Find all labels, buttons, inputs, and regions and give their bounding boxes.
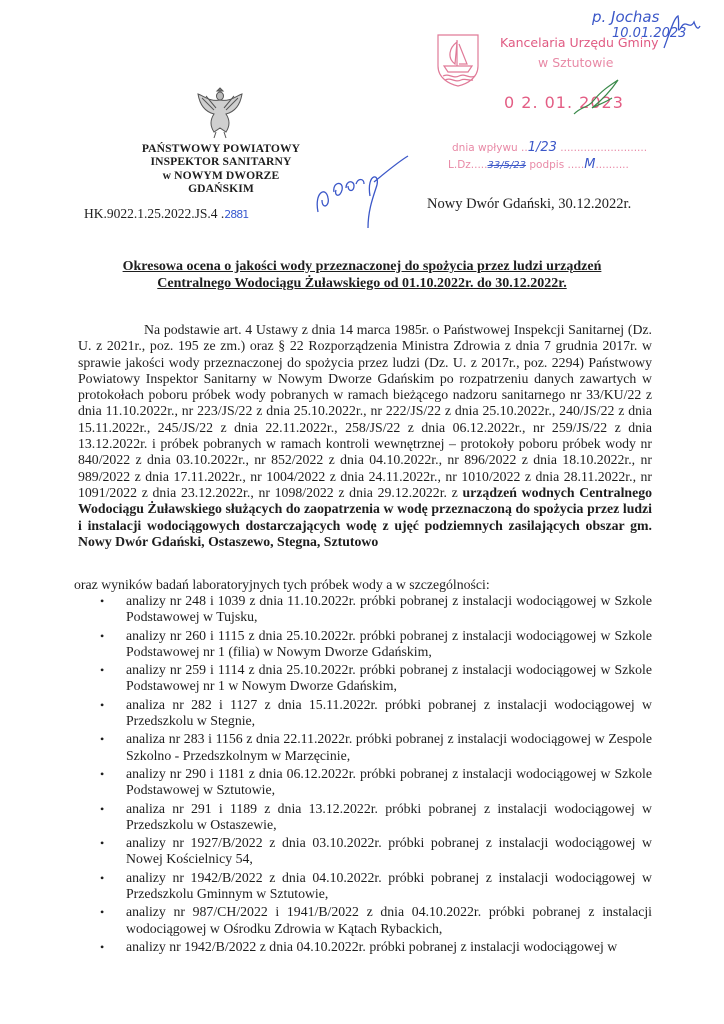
analysis-text: analiza nr 291 i 1189 z dnia 13.12.2022r. próbki pobranej z instalacji wodociągowej w Przedszkolu w Ostaszewie,: [126, 800, 652, 832]
issuer-line-4: GDAŃSKIM: [188, 181, 254, 195]
handwritten-number: 2881: [224, 208, 249, 221]
analysis-text: analizy nr 290 i 1181 z dnia 06.12.2022r. próbki pobranej z instalacji wodociągowej w Szkole Podstawowej w Sztutowie,: [126, 765, 652, 798]
ldz-value: 33/5/23: [487, 160, 527, 171]
signature-label: podpis: [529, 159, 565, 171]
reference-signum: [84, 206, 248, 222]
stamp-office-line-1: Kancelaria Urzędu Gminy: [500, 35, 659, 50]
polish-eagle-emblem-icon: [196, 84, 244, 140]
issuer-line-3: w NOWYM DWORZE: [162, 168, 280, 182]
ldz-field: L.Dz.....33/5/23 podpis .....M..........: [448, 157, 629, 172]
analysis-list-item: [98, 662, 652, 695]
bullet-icon: •: [100, 663, 105, 678]
analysis-list-item: [98, 628, 652, 661]
analysis-text: analizy nr 260 i 1115 z dnia 25.10.2022r. próbki pobranej z instalacji wodociągowej w Szkole Podstawowej nr 1 (filia) w Nowym Dworze Gdańskim,: [126, 627, 652, 659]
analysis-list-item: [98, 939, 652, 955]
signum-text: HK.9022.1.25.2022.JS.4 .: [84, 206, 225, 221]
bullet-icon: •: [100, 836, 105, 851]
handwritten-assignment: p. Jochas: [592, 8, 660, 26]
body-paragraph-text: Na podstawie art. 4 Ustawy z dnia 14 marca 1985r. o Państwowej Inspekcji Sanitarnej (Dz. U. z 2021r., poz. 195 ze zm.) oraz § 22 Rozporządzenia Ministra Zdrowia z dnia 7 grudnia 2017r. w sprawie jakości wody przeznaczonej do spożycia przez ludzi (Dz. U. z 2017r., poz. 2294) Państwowy Powiatowy Inspektor Sanitarny w Nowym Dworze Gdańskim po rozpatrzeniu danych zawartych w protokołach poboru próbek wody pobranych w ramach bieżącego nadzoru sanitarnego nr 33/KU/22 z dnia 11.10.2022r., nr 223/JS/22 z dnia 25.10.2022r., nr 222/JS/22 z dnia 25.10.2022r., 240/JS/22 z dnia 15.11.2022r., 245/JS/22 z dnia 22.11.2022r., 258/JS/22 z dnia 06.12.2022r., nr 259/JS/22 z dnia 13.12.2022r. i próbek pobranych w ramach kontroli wewnętrznej – protokoły poboru próbek wody nr 840/2022 z dnia 03.10.2022r., nr 852/2022 z dnia 04.10.2022r., nr 896/2022 z dnia 18.10.2022r., nr 989/2022 z dnia 17.11.2022r., nr 1004/2022 z dnia 24.11.2022r., nr 1010/2022 z dnia 28.11.2022r., nr 1091/2022 z dnia 23.12.2022r., nr 1098/2022 z dnia 29.12.2022r. z: [78, 322, 652, 500]
analysis-text: analizy nr 259 i 1114 z dnia 25.10.2022r. próbki pobranej z instalacji wodociągowej w Szkole Podstawowej nr 1 w Nowym Dworze Gdańskim,: [126, 662, 652, 694]
intake-label: dnia wpływu: [452, 142, 518, 154]
intake-field: dnia wpływu ..1/23 ..........................: [452, 140, 648, 155]
analysis-list-item: [98, 697, 652, 730]
bullet-icon: •: [100, 594, 105, 608]
analysis-text: analizy nr 1942/B/2022 z dnia 04.10.2022r. próbki pobranej z instalacji wodociągowej w Przedszkolu Gminnym w Sztutowie,: [126, 869, 652, 902]
title-line-2: Centralnego Wodociągu Żuławskiego od 01.10.2022r. do 30.12.2022r.: [157, 276, 567, 291]
bullet-icon: •: [100, 732, 105, 747]
issuer-line-2: INSPEKTOR SANITARNY: [150, 155, 292, 169]
bullet-icon: •: [100, 801, 105, 816]
analysis-list-item: [98, 870, 652, 903]
stamp-received-date: 0 2. 01. 2023: [504, 93, 624, 112]
list-intro: oraz wyników badań laboratoryjnych tych próbek wody a w szczególności:: [74, 577, 490, 592]
ldz-label: L.Dz.: [448, 159, 475, 171]
analysis-list-item: [98, 904, 652, 937]
analysis-text: analizy nr 1942/B/2022 z dnia 04.10.2022r. próbki pobranej z instalacji wodociągowej w: [126, 938, 618, 954]
bullet-icon: •: [100, 939, 105, 954]
body-paragraph-bold: urządzeń wodnych Centralnego Wodociągu Żuławskiego służących do zaopatrzenia w wodę przeznaczoną do spożycia przez ludzi i instalacji wodociągowych dostarczających wodę z ujęć podziemnych zasilających obszar gm. Nowy Dwór Gdański, Ostaszewo, Stegna, Sztutowo: [78, 484, 652, 549]
analysis-text: analiza nr 282 i 1127 z dnia 15.11.2022r. próbki pobranej z instalacji wodociągowej w Przedszkolu w Stegnie,: [126, 696, 652, 729]
intake-value: 1/23: [527, 140, 557, 155]
analysis-text: analizy nr 1927/B/2022 z dnia 03.10.2022r. próbki pobranej z instalacji wodociągowej w Nowej Kościelnicy 54,: [126, 835, 652, 867]
bullet-icon: •: [100, 766, 105, 781]
analysis-text: analizy nr 987/CH/2022 i 1941/B/2022 z dnia 04.10.2022r. próbki pobranej z instalacji wodociągowej w Ośrodku Zdrowia w Kątach Rybackich,: [126, 904, 652, 936]
handwritten-date: 10.01.2023: [612, 26, 687, 41]
analysis-list-item: [98, 766, 652, 799]
bullet-icon: •: [100, 905, 105, 920]
signature-stamp-date-icon: [572, 78, 622, 118]
analysis-list-item: [98, 593, 652, 626]
bullet-icon: •: [100, 628, 105, 643]
place-and-date: Nowy Dwór Gdański, 30.12.2022r.: [427, 196, 632, 212]
bullet-icon: •: [100, 870, 105, 885]
analyses-list: [98, 593, 652, 957]
signature-top-right-icon: [660, 12, 702, 52]
issuer-line-1: PAŃSTWOWY POWIATOWY: [141, 142, 301, 155]
analysis-text: analiza nr 283 i 1156 z dnia 22.11.2022r. próbki pobranej z instalacji wodociągowej w Zespole Szkolno - Przedszkolnym w Marzęcinie,: [126, 731, 652, 763]
title-line-1: Okresowa ocena o jakości wody przeznaczonej do spożycia przez ludzi urządzeń: [122, 259, 602, 274]
issuer-block: [118, 142, 324, 195]
analysis-list-item: [98, 801, 652, 834]
signature-handwritten-note-icon: [312, 152, 414, 232]
document-title: [0, 258, 724, 292]
stamp-office-line-2: w Sztutowie: [538, 55, 614, 70]
analysis-list-item: [98, 731, 652, 764]
analysis-text: analizy nr 248 i 1039 z dnia 11.10.2022r. próbki pobranej z instalacji wodociągowej w Szkole Podstawowej w Tujsku,: [126, 593, 652, 625]
body-paragraph: [78, 322, 652, 550]
bullet-icon: •: [100, 697, 105, 712]
analysis-list-item: [98, 835, 652, 868]
town-crest-stamp-icon: [435, 32, 481, 88]
